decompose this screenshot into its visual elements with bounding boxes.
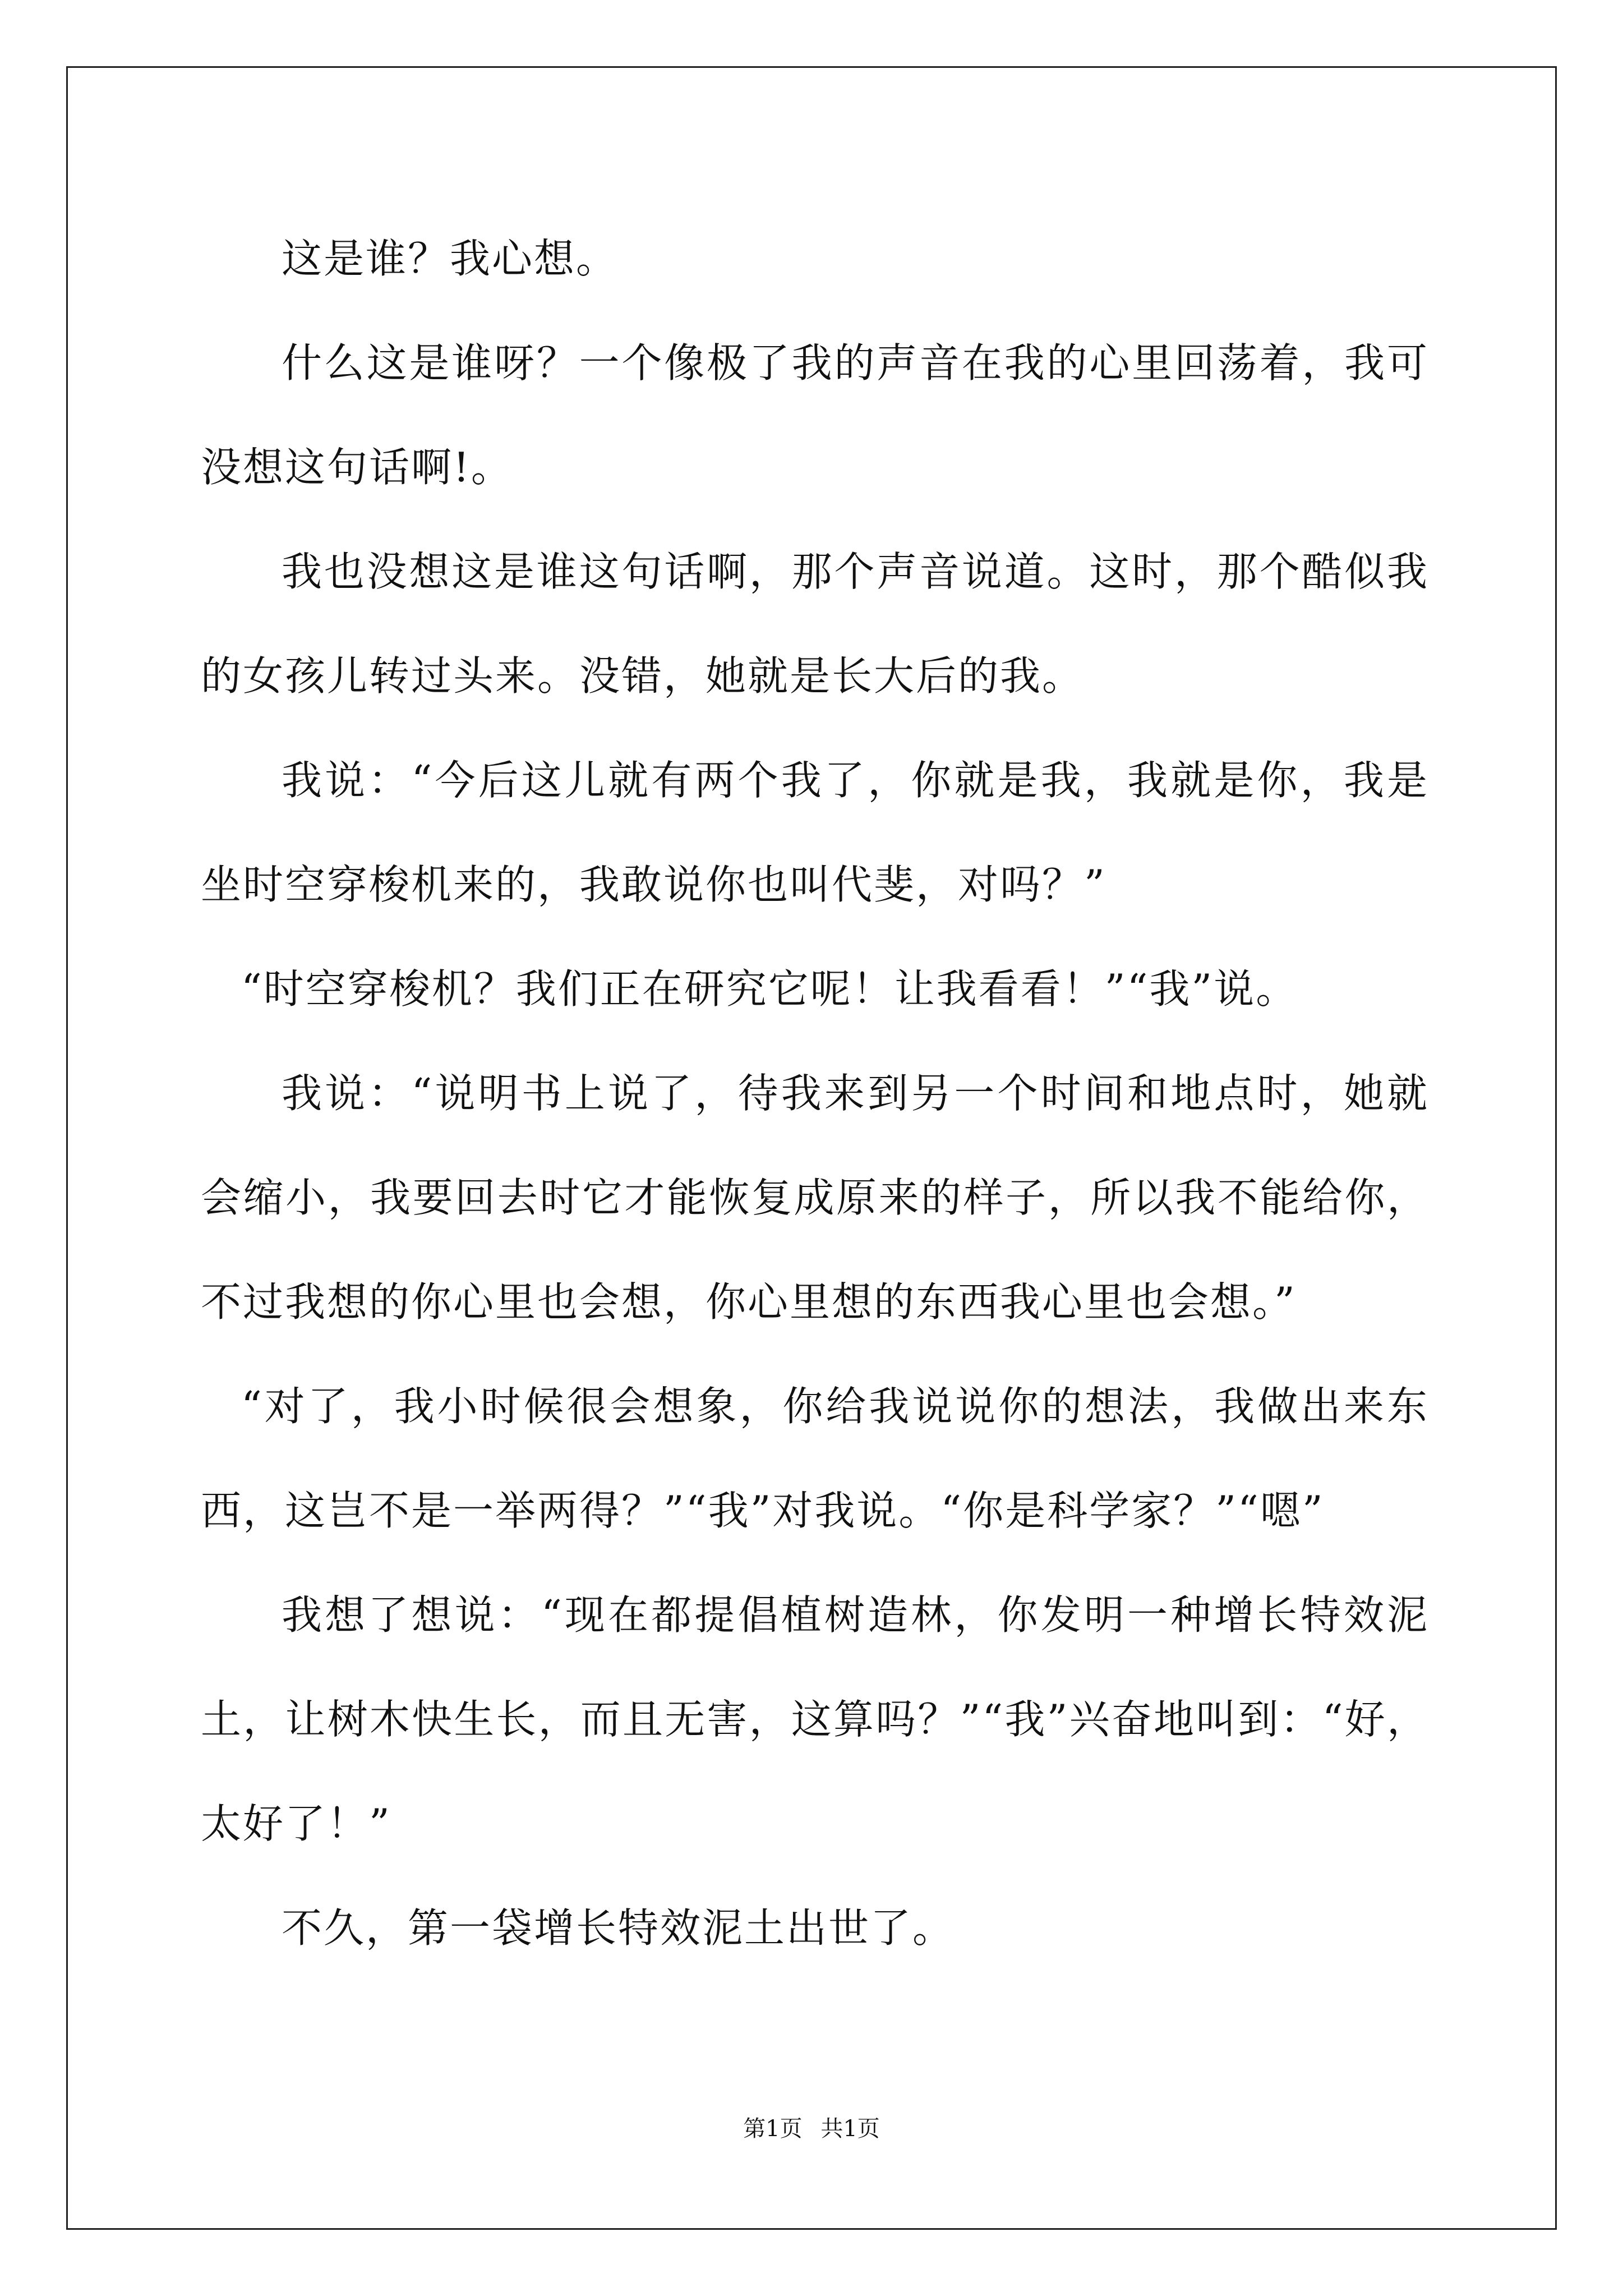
page-footer bbox=[0, 2115, 1623, 2143]
paragraph: 这是谁？我心想。 bbox=[282, 235, 619, 282]
paragraph: 我说：“说明书上说了，待我来到另一个时间和地点时，她就会缩小，我要回去时它才能恢复成原来的样子，所以我不能给你，不过我想的你心里也会想，你心里想的东西我心里也会想。” bbox=[201, 1070, 1429, 1326]
page-number-total: 共1页 bbox=[820, 2116, 880, 2142]
paragraph: 我说：“今后这儿就有两个我了，你就是我，我就是你，我是坐时空穿梭机来的，我敢说你也叫代斐，对吗？” bbox=[201, 757, 1429, 908]
paragraph: 我想了想说：“现在都提倡植树造林，你发明一种增长特效泥土，让树木快生长，而且无害，这算吗？”“我”兴奋地叫到：“好，太好了！” bbox=[201, 1591, 1429, 1847]
paragraph: “对了，我小时候很会想象，你给我说说你的想法，我做出来东西，这岂不是一举两得？”“我”对我说。“你是科学家？”“嗯” bbox=[201, 1383, 1429, 1534]
paragraph: 什么这是谁呀？一个像极了我的声音在我的心里回荡着，我可没想这句话啊!。 bbox=[201, 339, 1429, 491]
document-body bbox=[201, 206, 1429, 1980]
paragraph: 我也没想这是谁这句话啊，那个声音说道。这时，那个酷似我的女孩儿转过头来。没错，她就是长大后的我。 bbox=[201, 548, 1429, 700]
paragraph: 不久，第一袋增长特效泥土出世了。 bbox=[282, 1904, 955, 1952]
page-number-current: 第1页 bbox=[743, 2116, 803, 2142]
paragraph: “时空穿梭机？我们正在研究它呢！让我看看！”“我”说。 bbox=[241, 965, 1298, 1013]
